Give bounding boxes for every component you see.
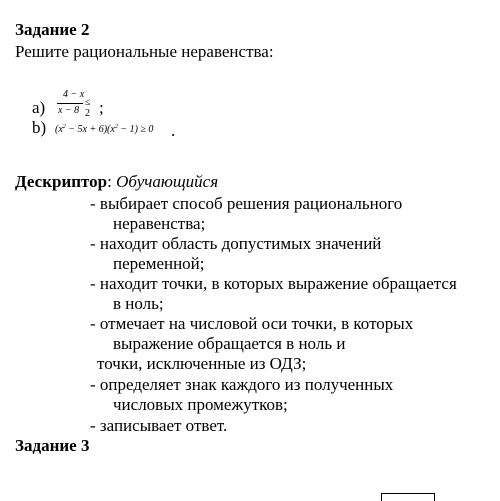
descriptor-role: Обучающийся bbox=[116, 172, 219, 191]
descriptor-line: числовых промежутков; bbox=[113, 395, 288, 414]
descriptor-line: точки, исключенные из ОДЗ; bbox=[97, 354, 307, 373]
descriptor-title: Дескриптор bbox=[15, 172, 108, 191]
task2-title: Задание 2 bbox=[15, 20, 90, 39]
expr-part-1: (x bbox=[55, 124, 63, 135]
expr-part-2: − 5x + 6)(x bbox=[65, 124, 115, 135]
item-b-label: b) bbox=[32, 118, 47, 137]
fraction-denominator: x − 8 bbox=[58, 105, 80, 116]
descriptor-line: выражение обращается в ноль и bbox=[113, 334, 346, 353]
item-b-expression bbox=[55, 124, 153, 135]
expr-part-3: − 1) ≥ 0 bbox=[117, 124, 154, 135]
descriptor-heading bbox=[15, 172, 218, 192]
item-a-semicolon: ; bbox=[99, 98, 104, 117]
descriptor-line: - отмечает на числовой оси точки, в которых bbox=[90, 314, 414, 333]
descriptor-line: - записывает ответ. bbox=[90, 416, 228, 435]
exponent-1: 2 bbox=[62, 124, 66, 130]
item-a-label: а) bbox=[32, 98, 46, 117]
descriptor-line: - находит область допустимых значений bbox=[90, 234, 382, 253]
descriptor-line: - находит точки, в которых выражение обращается bbox=[90, 274, 457, 293]
item-a-fraction bbox=[55, 89, 97, 121]
item-b-period: . bbox=[171, 121, 176, 140]
exponent-2: 2 bbox=[114, 124, 118, 130]
fraction-numerator: 4 − x bbox=[63, 89, 85, 100]
descriptor-line: в ноль; bbox=[113, 294, 164, 313]
descriptor-line: переменной; bbox=[113, 254, 205, 273]
task2-instruction: Решите рациональные неравенства: bbox=[15, 42, 274, 61]
descriptor-line: неравенства; bbox=[113, 214, 206, 233]
descriptor-line: - выбирает способ решения рационального bbox=[90, 194, 403, 213]
descriptor-colon: : bbox=[107, 172, 112, 191]
fraction-bar bbox=[57, 103, 83, 104]
task3-title: Задание 3 bbox=[15, 436, 90, 455]
inequality-sign: ≤ 2 bbox=[85, 97, 91, 119]
descriptor-line: - определяет знак каждого из полученных bbox=[90, 375, 394, 394]
